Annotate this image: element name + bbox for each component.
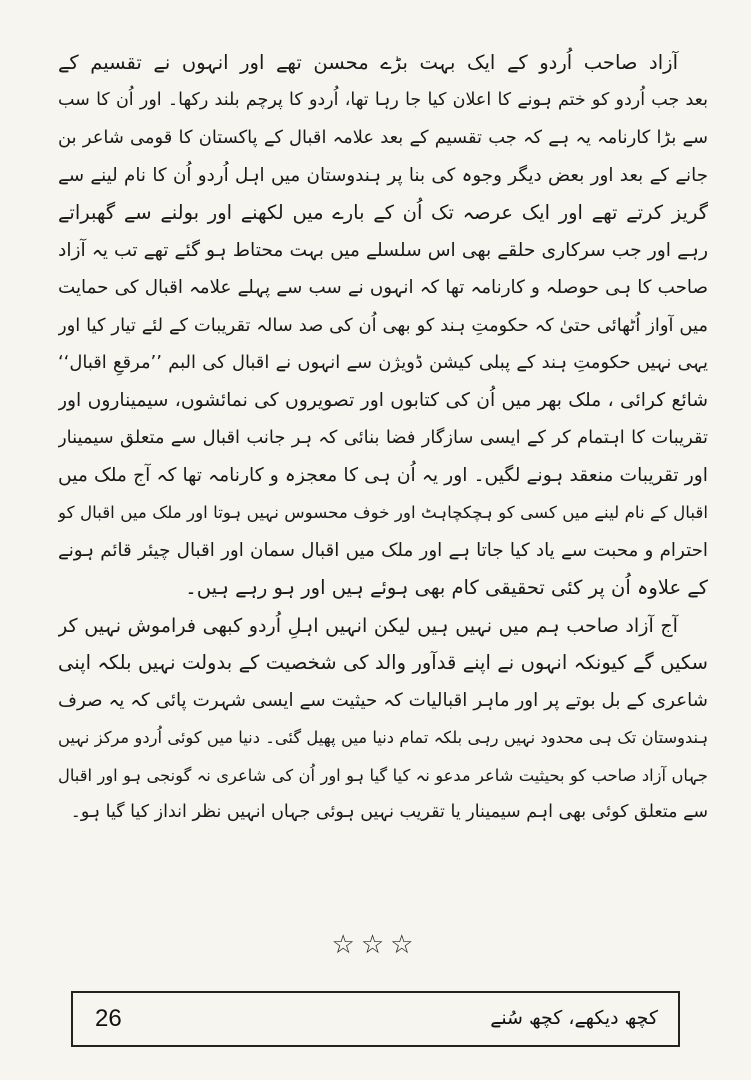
text-line: بعد جب اُردو کو ختم ہونے کا اعلان کیا جا رہا تھا، اُردو کا پرچم بلند رکھا۔ اور اُن کا سب <box>58 89 708 110</box>
text-line: میں آواز اُٹھائی حتیٰ کہ حکومتِ ہند کو بھی اُن کی صد سالہ تقریبات کے لئے تیار کیا اور <box>58 314 708 336</box>
text-line: شائع کرائی ، ملک بھر میں اُن کی کتابوں اور تصویروں کی نمائشوں، سیمیناروں اور <box>58 389 708 411</box>
section-separator-stars: ☆☆☆ <box>331 930 420 960</box>
text-line: جہاں آزاد صاحب کو بحیثیت شاعر مدعو نہ کیا گیا ہو اور اُن کی شاعری نہ گونجی ہو اور اقبال <box>58 765 708 785</box>
page-number: 26 <box>95 1005 122 1032</box>
text-line: رہے اور جب سرکاری حلقے بھی اس سلسلے میں بہت محتاط ہو گئے تھے تب یہ آزاد <box>58 239 708 261</box>
text-line: احترام و محبت سے یاد کیا جاتا ہے اور ملک میں اقبال سمان اور اقبال چیئر قائم ہونے <box>58 539 708 561</box>
text-line: سے بڑا کارنامہ یہ ہے کہ جب تقسیم کے بعد علامہ اقبال کے پاکستان کا قومی شاعر بن <box>58 127 708 148</box>
text-line: کے علاوہ اُن پر کئی تحقیقی کام بھی ہوئے ہیں اور ہو رہے ہیں۔ <box>185 576 708 599</box>
text-line: اور تقریبات منعقد ہونے لگیں۔ اور یہ اُن ہی کا معجزہ و کارنامہ تھا کہ آج ملک میں <box>58 464 708 486</box>
paragraph-2 <box>58 607 708 832</box>
text-line: آزاد صاحب اُردو کے ایک بہت بڑے محسن تھے اور انہوں نے تقسیم کے <box>58 51 678 74</box>
text-line: سکیں گے کیونکہ انہوں نے اپنے قدآور والد کی شخصیت کے بدولت نہیں بلکہ اپنی <box>58 651 708 674</box>
text-line: یہی نہیں حکومتِ ہند کے پبلی کیشن ڈویژن سے انہوں نے اقبال کی البم ’’مرقعِ اقبال‘‘ <box>58 352 708 373</box>
text-line: شاعری کے بل بوتے پر اور ماہر اقبالیات کہ حیثیت سے ایسی شہرت پائی کہ یہ صرف <box>58 689 708 711</box>
book-title: کچھ دیکھے، کچھ سُنے <box>490 1007 658 1029</box>
page-body <box>58 44 708 832</box>
text-line: تقریبات کا اہتمام کر کے ایسی سازگار فضا بنائی کہ ہر جانب اقبال سے متعلق سیمینار <box>58 427 708 448</box>
text-line: سے متعلق کوئی بھی اہم سیمینار یا تقریب نہیں ہوئی جہاں انہیں نظر انداز کیا گیا ہو۔ <box>70 802 708 822</box>
text-line: آج آزاد صاحب ہم میں نہیں ہیں لیکن انہیں اہلِ اُردو کبھی فراموش نہیں کر <box>58 613 678 637</box>
text-line: اقبال کے نام لینے میں کسی کو ہچکچاہٹ اور خوف محسوس نہیں ہوتا اور ملک میں اقبال کو <box>58 502 708 522</box>
text-line: گریز کرتے تھے اور ایک عرصہ تک اُن کے بارے میں لکھنے اور بولنے سے گھبراتے <box>58 201 708 224</box>
text-line: جانے کے بعد اور بعض دیگر وجوہ کی بنا پر ہندوستان میں اہل اُردو اُن کا نام لینے سے <box>58 164 708 186</box>
paragraph-1 <box>58 44 708 607</box>
text-line: صاحب کا ہی حوصلہ و کارنامہ تھا کہ انہوں نے سب سے پہلے علامہ اقبال کی حمایت <box>58 277 708 298</box>
page-footer <box>71 991 680 1047</box>
text-line: ہندوستان تک ہی محدود نہیں رہی بلکہ تمام دنیا میں پھیل گئی۔ دنیا میں کوئی اُردو مرکز نہیں <box>58 728 708 747</box>
